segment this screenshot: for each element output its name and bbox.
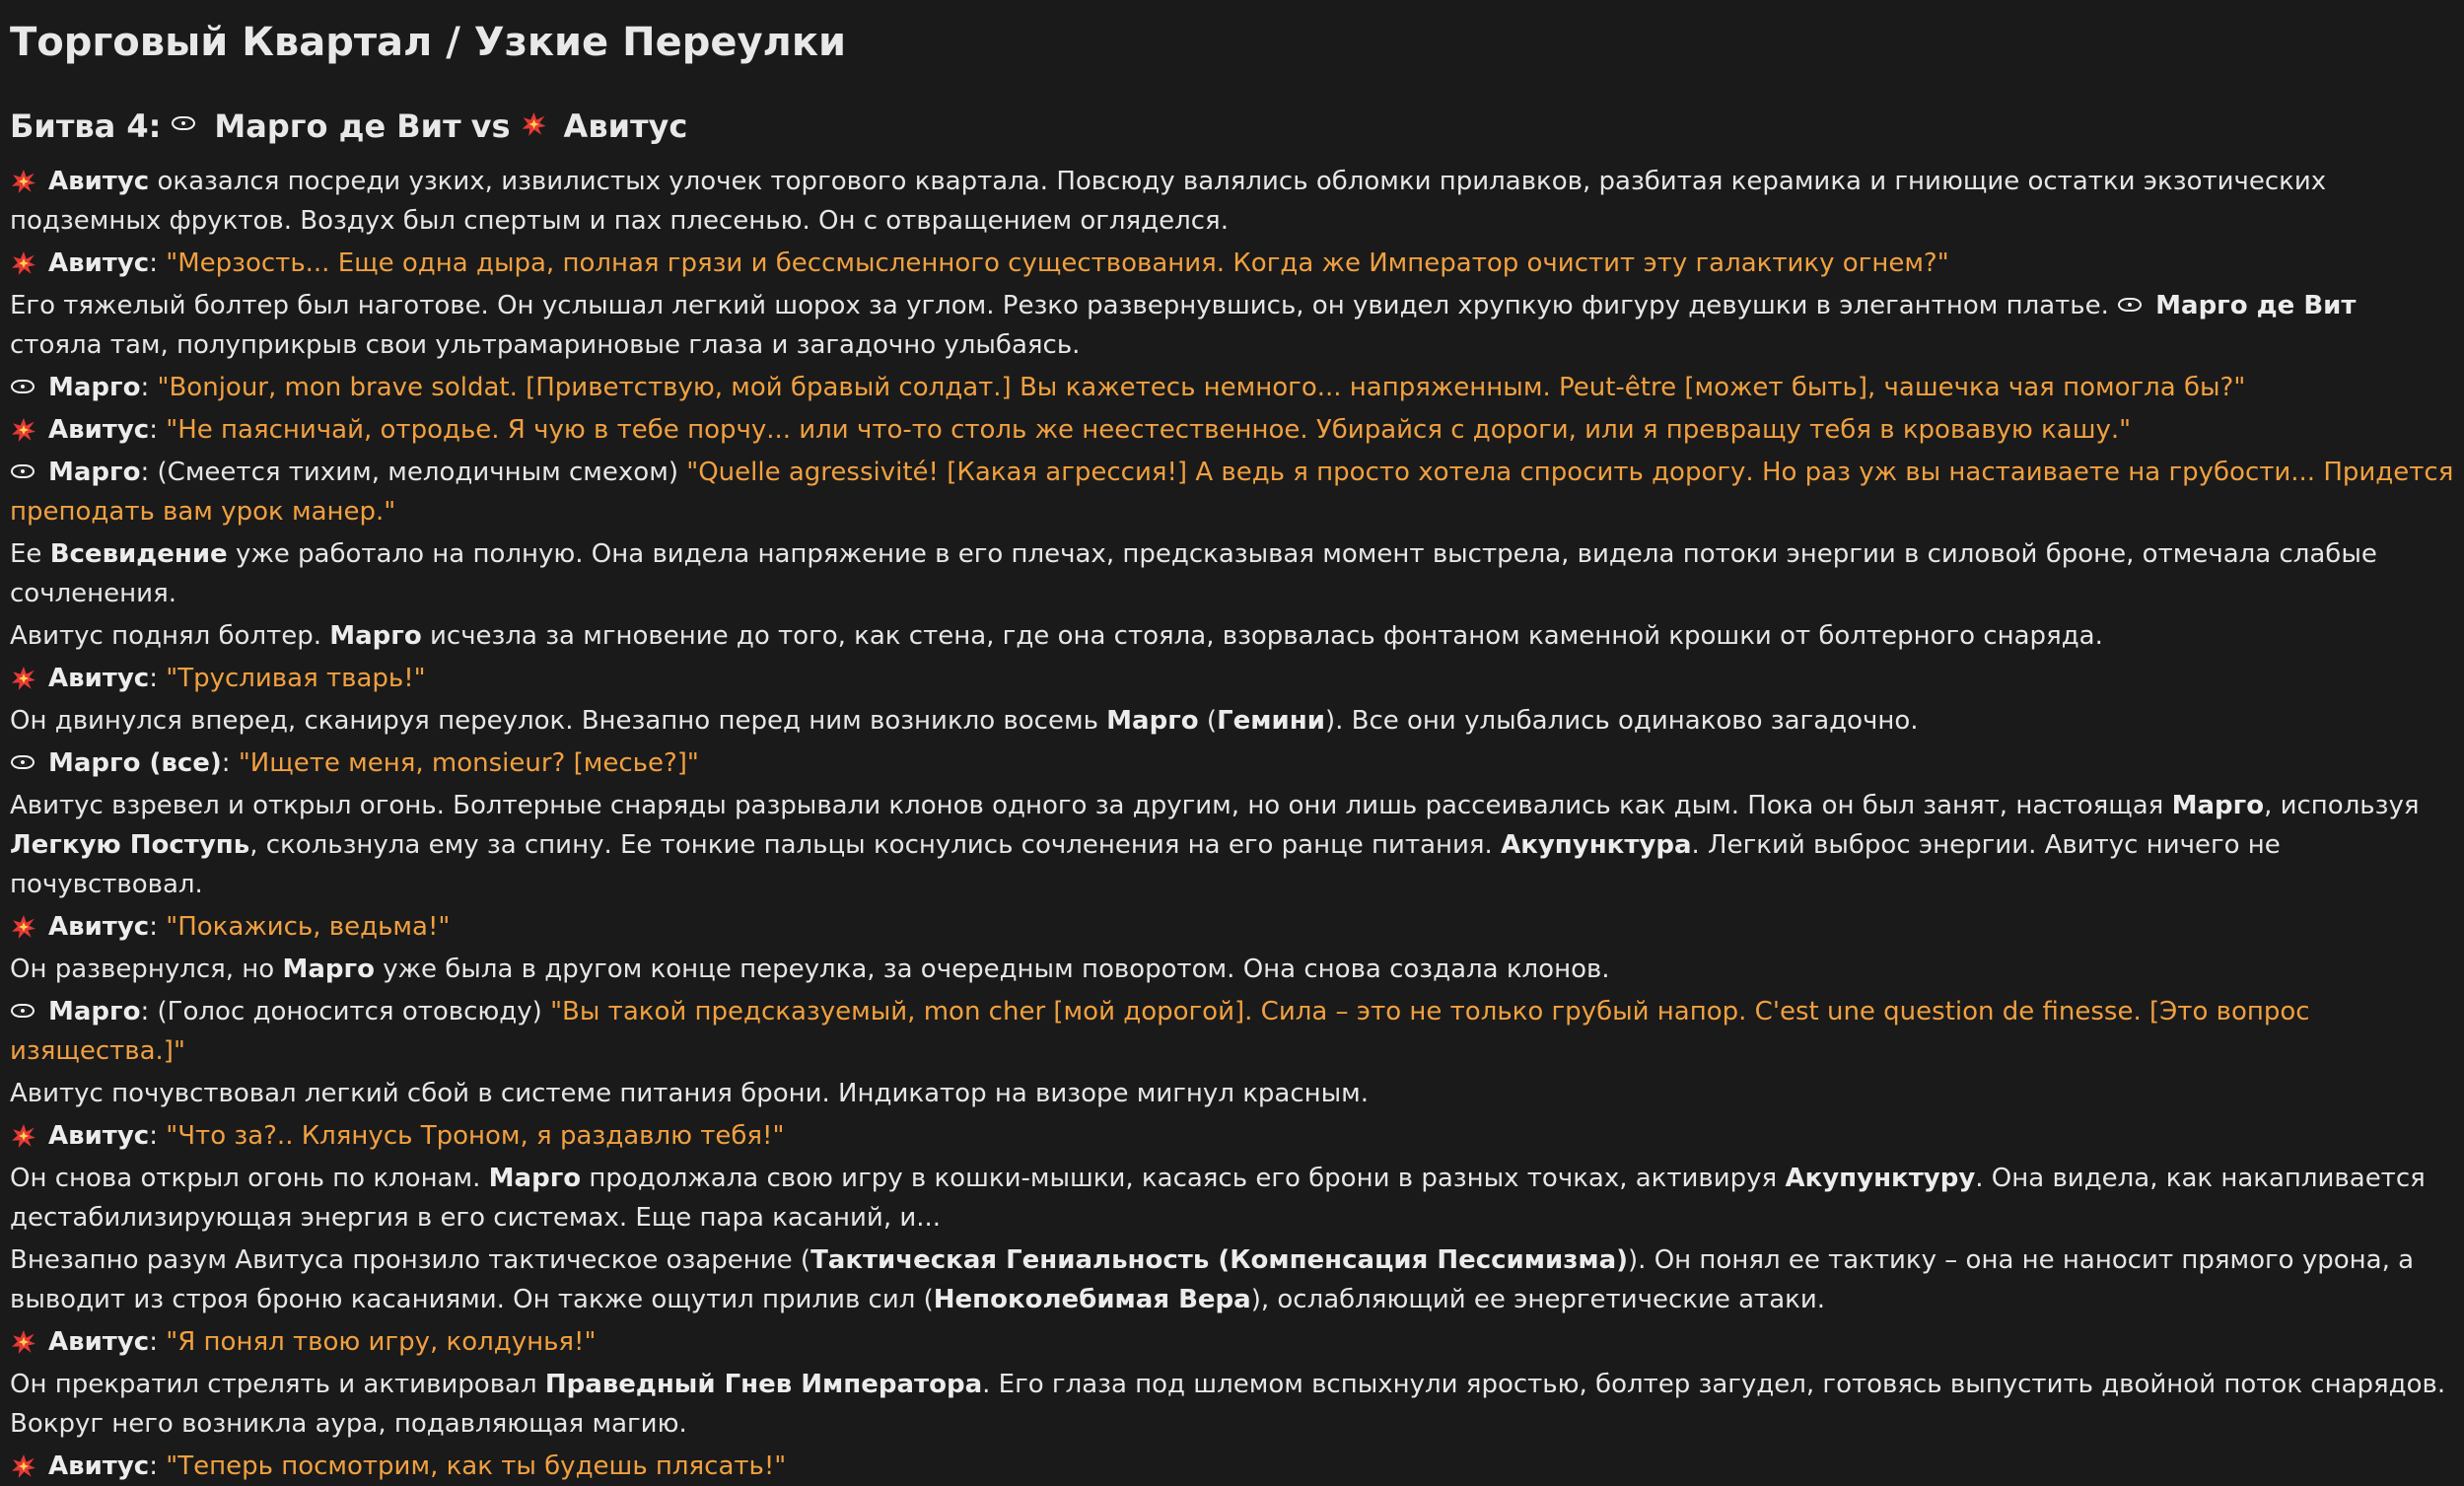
fighter-a-name: Марго де Вит bbox=[214, 107, 461, 145]
versus-label: vs bbox=[470, 107, 511, 145]
speaker-separator: : bbox=[140, 373, 158, 402]
log-line bbox=[10, 992, 2454, 1071]
log-line bbox=[10, 162, 2454, 241]
collision-icon bbox=[521, 114, 554, 138]
quote-text: "Теперь посмотрим, как ты будешь плясать!" bbox=[166, 1451, 787, 1481]
quote-text: "Quelle agressivité! [Какая агрессия!] А ведь я просто хотела спросить дорогу. Но раз уж вы настаиваете на грубости... Придется преподать вам урок манер." bbox=[10, 458, 2454, 527]
eye-icon bbox=[10, 1002, 39, 1022]
narration-text: продолжала свою игру в кошки-мышки, касаясь его брони в разных точках, активируя bbox=[581, 1164, 1786, 1193]
log-line bbox=[10, 1365, 2454, 1444]
speaker-separator: : bbox=[140, 997, 158, 1026]
narration-text: стояла там, полуприкрыв свои ультрамариновые глаза и загадочно улыбаясь. bbox=[10, 330, 1081, 360]
quote-text: "Покажись, ведьма!" bbox=[166, 912, 451, 942]
narration-text: (Смеется тихим, мелодичным смехом) bbox=[157, 458, 687, 487]
bold-text: Гемини bbox=[1217, 706, 1325, 736]
log-line bbox=[10, 1074, 2454, 1113]
quote-text: "Ищете меня, monsieur? [месье?]" bbox=[238, 748, 699, 778]
speaker-separator: : bbox=[149, 1327, 167, 1357]
collision-icon bbox=[10, 1332, 39, 1352]
bold-text: Марго bbox=[282, 955, 375, 984]
quote-text: "Вы такой предсказуемый, mon cher [мой дорогой]. Сила – это не только грубый напор. C'est une question de finesse. [Это вопрос изящества.]" bbox=[10, 997, 2310, 1066]
log-line bbox=[10, 244, 2454, 283]
bold-text: Праведный Гнев Императора bbox=[544, 1370, 983, 1399]
bold-text: Акупунктура bbox=[1501, 830, 1692, 860]
speaker-name: Авитус bbox=[48, 1121, 150, 1151]
battle-heading bbox=[10, 103, 2454, 150]
quote-text: "Не паясничай, отродье. Я чую в тебе порчу... или что-то столь же неестественное. Убирайся с дороги, или я превращу тебя в кровавую кашу." bbox=[166, 415, 2132, 445]
bold-text: Авитус bbox=[48, 167, 150, 196]
eye-icon bbox=[10, 462, 39, 482]
log-line bbox=[10, 1322, 2454, 1362]
eye-icon bbox=[10, 378, 39, 397]
narration-text: . Она видела, как накапливается дестабилизирующая энергия в его системах. Еще пара касаний, и... bbox=[10, 1164, 2426, 1233]
speaker-name: Марго bbox=[48, 458, 141, 487]
collision-icon bbox=[10, 1456, 39, 1476]
log-line bbox=[10, 950, 2454, 989]
speaker-separator: : bbox=[149, 415, 167, 445]
log-line bbox=[10, 786, 2454, 904]
log-line bbox=[10, 453, 2454, 531]
speaker-separator: : bbox=[149, 248, 167, 278]
collision-icon bbox=[10, 172, 39, 191]
quote-text: "Bonjour, mon brave soldat. [Приветствую, мой бравый солдат.] Вы кажетесь немного... напряженным. Peut-être [может быть], чашечка чая помогла бы?" bbox=[157, 373, 2246, 402]
speaker-name: Марго bbox=[48, 373, 141, 402]
speaker-name: Марго (все) bbox=[48, 748, 222, 778]
speaker-name: Авитус bbox=[48, 415, 150, 445]
bold-text: Легкую Поступь bbox=[10, 830, 250, 860]
narration-text: ), ослабляющий ее энергетические атаки. bbox=[1250, 1285, 1825, 1314]
narration-text: Авитус почувствовал легкий сбой в системе питания брони. Индикатор на визоре мигнул красным. bbox=[10, 1079, 1370, 1108]
narration-text: Его тяжелый болтер был наготове. Он услышал легкий шорох за углом. Резко развернувшись, он увидел хрупкую фигуру девушки в элегантном платье. bbox=[10, 291, 2118, 320]
collision-icon bbox=[10, 917, 39, 937]
log-line bbox=[10, 368, 2454, 407]
speaker-separator: : bbox=[149, 1451, 167, 1481]
speaker-separator: : bbox=[149, 1121, 167, 1151]
collision-icon bbox=[10, 1126, 39, 1146]
speaker-name: Марго bbox=[48, 997, 141, 1026]
bold-text: Марго bbox=[488, 1164, 582, 1193]
narration-text: , скользнула ему за спину. Ее тонкие пальцы коснулись сочленения на его ранце питания. bbox=[249, 830, 1502, 860]
speaker-name: Авитус bbox=[48, 248, 150, 278]
narration-text: Авитус взревел и открыл огонь. Болтерные снаряды разрывали клонов одного за другим, но они лишь рассеивались как дым. Пока он был занят, настоящая bbox=[10, 791, 2172, 820]
log-line bbox=[10, 1240, 2454, 1319]
log-line bbox=[10, 534, 2454, 613]
narration-text: уже работало на полную. Она видела напряжение в его плечах, предсказывая момент выстрела, видела потоки энергии в силовой броне, отмечала слабые сочленения. bbox=[10, 539, 2377, 608]
narration-text: уже была в другом конце переулка, за очередным поворотом. Она снова создала клонов. bbox=[374, 955, 1610, 984]
quote-text: "Мерзость... Еще одна дыра, полная грязи и бессмысленного существования. Когда же Император очистит эту галактику огнем?" bbox=[166, 248, 1949, 278]
log-line bbox=[10, 1116, 2454, 1156]
log-line bbox=[10, 616, 2454, 656]
log-line bbox=[10, 1159, 2454, 1238]
fighter-b-name: Авитус bbox=[563, 107, 688, 145]
bold-text: Тактическая Гениальность (Компенсация Пессимизма) bbox=[810, 1245, 1629, 1275]
narration-text: Он развернулся, но bbox=[10, 955, 283, 984]
speaker-name: Авитус bbox=[48, 1327, 150, 1357]
log-line bbox=[10, 410, 2454, 450]
speaker-name: Авитус bbox=[48, 912, 150, 942]
collision-icon bbox=[10, 669, 39, 688]
narration-text: ). Он понял ее тактику – она не наносит прямого урона, а выводит из строя броню касаниями. Он также ощутил прилив сил ( bbox=[10, 1245, 2415, 1314]
battle-prefix: Битва 4: bbox=[10, 107, 162, 145]
log-line bbox=[10, 1447, 2454, 1486]
narration-text: . Его глаза под шлемом вспыхнули яростью, болтер загудел, готовясь выпустить двойной поток снарядов. Вокруг него возникла аура, подавляющая магию. bbox=[10, 1370, 2446, 1439]
eye-icon bbox=[171, 114, 204, 138]
narration-text: , используя bbox=[2264, 791, 2420, 820]
log-line bbox=[10, 286, 2454, 365]
bold-text: Акупунктуру bbox=[1785, 1164, 1976, 1193]
speaker-separator: : bbox=[140, 458, 158, 487]
narration-text: оказался посреди узких, извилистых улочек торгового квартала. Повсюду валялись обломки прилавков, разбитая керамика и гниющие остатки экзотических подземных фруктов. Воздух был спертым и пах плесенью. Он с отвращением огляделся. bbox=[10, 167, 2327, 236]
log-line bbox=[10, 907, 2454, 947]
narration-text: Он снова открыл огонь по клонам. bbox=[10, 1164, 489, 1193]
narration-text: ( bbox=[1198, 706, 1218, 736]
eye-icon bbox=[2117, 296, 2147, 316]
narration-text: Авитус поднял болтер. bbox=[10, 621, 330, 651]
bold-text: Непоколебимая Вера bbox=[933, 1285, 1251, 1314]
quote-text: "Что за?.. Клянусь Троном, я раздавлю тебя!" bbox=[166, 1121, 785, 1151]
speaker-name: Авитус bbox=[48, 664, 150, 693]
bold-text: Всевидение bbox=[49, 539, 228, 569]
narration-text: Он двинулся вперед, сканируя переулок. Внезапно перед ним возникло восемь bbox=[10, 706, 1107, 736]
bold-text: Марго bbox=[2171, 791, 2265, 820]
quote-text: "Трусливая тварь!" bbox=[166, 664, 426, 693]
page-title: Торговый Квартал / Узкие Переулки bbox=[10, 20, 847, 65]
narration-text: ). Все они улыбались одинаково загадочно. bbox=[1324, 706, 1919, 736]
speaker-separator: : bbox=[149, 664, 167, 693]
log-line bbox=[10, 701, 2454, 741]
battle-log bbox=[10, 162, 2454, 1486]
narration-text: Он прекратил стрелять и активировал bbox=[10, 1370, 545, 1399]
narration-text: . Легкий выброс энергии. Авитус ничего не почувствовал. bbox=[10, 830, 2281, 899]
bold-text: Марго де Вит bbox=[2155, 291, 2357, 320]
log-line bbox=[10, 743, 2454, 783]
bold-text: Марго bbox=[329, 621, 422, 651]
speaker-name: Авитус bbox=[48, 1451, 150, 1481]
narration-text: Внезапно разум Авитуса пронзило тактическое озарение ( bbox=[10, 1245, 811, 1275]
speaker-separator: : bbox=[221, 748, 239, 778]
speaker-separator: : bbox=[149, 912, 167, 942]
collision-icon bbox=[10, 420, 39, 440]
eye-icon bbox=[10, 753, 39, 773]
narration-text: Ее bbox=[10, 539, 50, 569]
quote-text: "Я понял твою игру, колдунья!" bbox=[166, 1327, 597, 1357]
narration-text: (Голос доносится отовсюду) bbox=[157, 997, 551, 1026]
log-line bbox=[10, 659, 2454, 698]
collision-icon bbox=[10, 253, 39, 273]
bold-text: Марго bbox=[1106, 706, 1199, 736]
narration-text: исчезла за мгновение до того, как стена, где она стояла, взорвалась фонтаном каменной крошки от болтерного снаряда. bbox=[421, 621, 2103, 651]
